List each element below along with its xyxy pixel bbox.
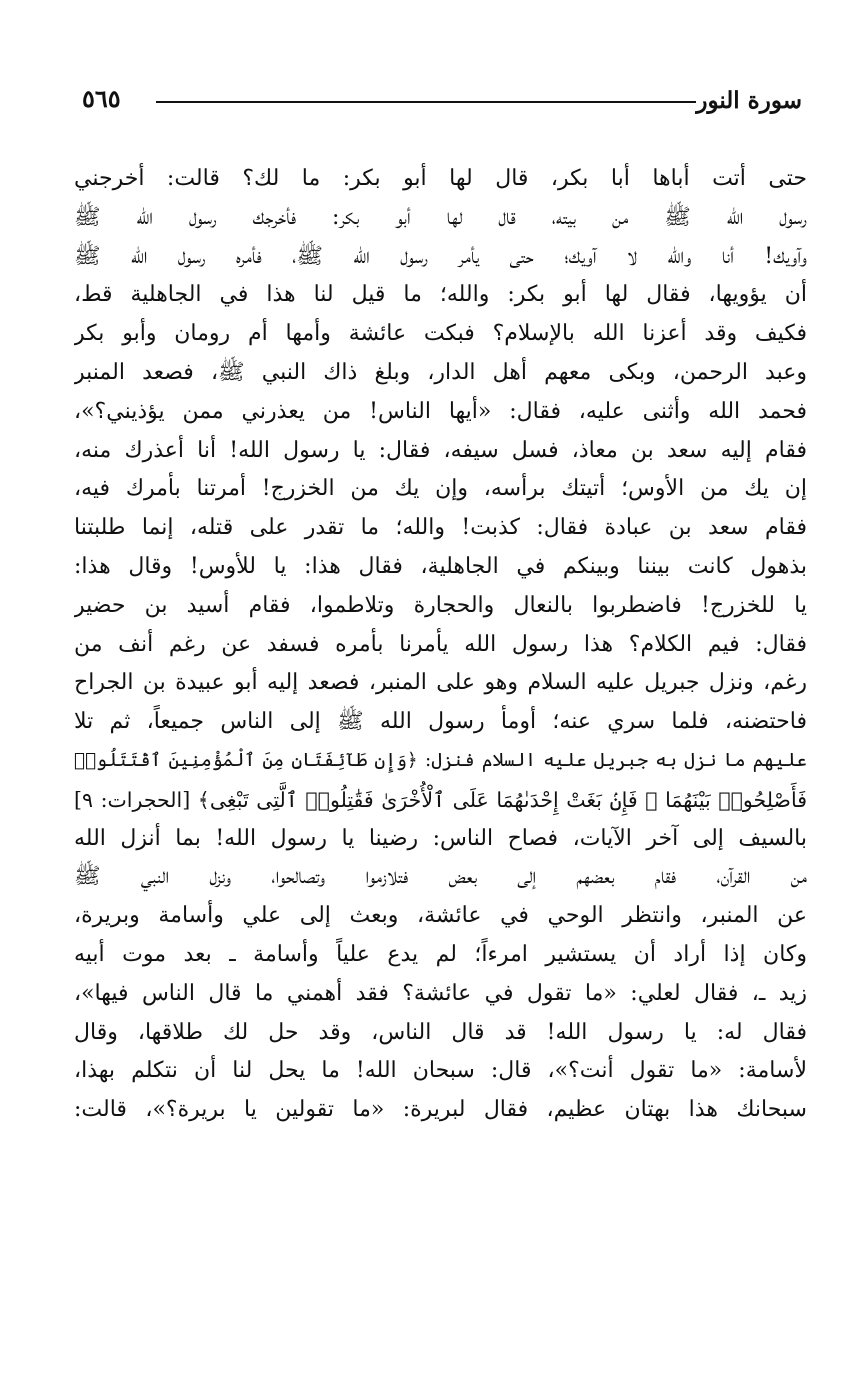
text-line: وكان إذا أراد أن يستشير امرءاً؛ لم يدع علياً وأسامة ـ بعد موت أبيه [74,941,807,967]
text-line: فقام إليه سعد بن معاذ، فسل سيفه، فقال: يا رسول الله! أنا أعذرك منه، [74,437,807,463]
text-line: زيد ـ، فقال لعلي: «ما تقول في عائشة؟ فقد أهمني ما قال الناس فيها»، [74,980,807,1006]
text-line: لأسامة: «ما تقول أنت؟»، قال: سبحان الله! ما يحل لنا أن نتكلم بهذا، [74,1058,807,1084]
text-line: بالسيف إلى آخر الآيات، فصاح الناس: رضينا يا رسول الله! بما أنزل الله [74,825,807,851]
text-line: أن يؤويها، فقال لها أبو بكر: والله؛ ما قيل لنا هذا في الجاهلية قط، [74,282,807,308]
text-line: رغم، ونزل جبريل عليه السلام وهو على المنبر، فصعد إليه أبو عبيدة بن الجراح [74,670,807,696]
text-line: يا للخزرج! فاضطربوا بالنعال والحجارة وتلاطموا، فقام أسيد بن حضير [74,592,807,618]
text-line: فقال: فيم الكلام؟ هذا رسول الله يأمرنا بأمره فسفد عن رغم أنف من [74,631,807,657]
page-header [82,78,802,124]
text-line: بذهول كانت بيننا وبينكم في الجاهلية، فقال هذا: يا للأوس! وقال هذا: [74,553,807,579]
text-line: سبحانك هذا بهتان عظيم، فقال لبريرة: «ما تقولين يا بريرة؟»، قالت: [74,1097,807,1123]
text-line: وعبد الرحمن، وبكى معهم أهل الدار، وبلغ ذاك النبي ﷺ، فصعد المنبر [74,359,807,385]
text-line: عن المنبر، وانتظر الوحي في عائشة، وبعث إلى علي وأسامة وبريرة، [74,903,807,929]
text-line: من القرآن، فقام بعضهم إلى بعض فتلازموا وتصالحوا، ونزل النبي ﷺ [74,864,807,890]
text-line: رسول الله ﷺ من بيته، قال لها أبو بكر: فأخرجك رسول الله ﷺ [74,204,807,230]
text-line: فقام سعد بن عبادة فقال: كذبت! والله؛ ما تقدر على قتله، إنما طلبتنا [74,515,807,541]
text-line: فَأَصْلِحُوا۟ بَيْنَهُمَا ۖ فَإِنۢ بَغَتْ إِحْدَىٰهُمَا عَلَى ٱلْأُخْرَىٰ فَقَٰتِلُوا۟ ٱلَّتِى تَبْغِى﴾ [الحجرات: ٩] [74,787,807,812]
text-line: فاحتضنه، فلما سري عنه؛ أومأ رسول الله ﷺ إلى الناس جميعاً، ثم تلا [74,709,807,735]
text-line: إن يك من الأوس؛ أتيتك برأسه، وإن يك من الخزرج! أمرتنا بأمرك فيه، [74,476,807,502]
text-line: فقال له: يا رسول الله! قد قال الناس، وقد حل لك طلاقها، وقال [74,1019,807,1045]
text-line: عليهم ما نزل به جبريل عليه السلام فنزل: ﴿وَإِن طَآئِفَتَانِ مِنَ ٱلْمُؤْمِنِينَ ٱقْتَتَلُوا۟ [74,749,807,771]
page-number: ٥٦٥ [82,84,121,113]
body-text [74,160,807,1130]
text-line: حتى أتت أباها أبا بكر، قال لها أبو بكر: ما لك؟ قالت: أخرجني [74,166,807,191]
text-line: فحمد الله وأثنى عليه، فقال: «أيها الناس! من يعذرني ممن يؤذيني؟»، [74,398,807,424]
text-line: فكيف وقد أعزنا الله بالإسلام؟ فبكت عائشة وأمها أم رومان وأبو بكر [74,321,807,347]
text-line: وآويك! أنا والله لا آويك؛ حتى يأمر رسول الله ﷺ، فأمره رسول الله ﷺ [74,243,807,269]
surah-title: سورة النور [696,87,802,114]
header-rule [156,101,696,103]
